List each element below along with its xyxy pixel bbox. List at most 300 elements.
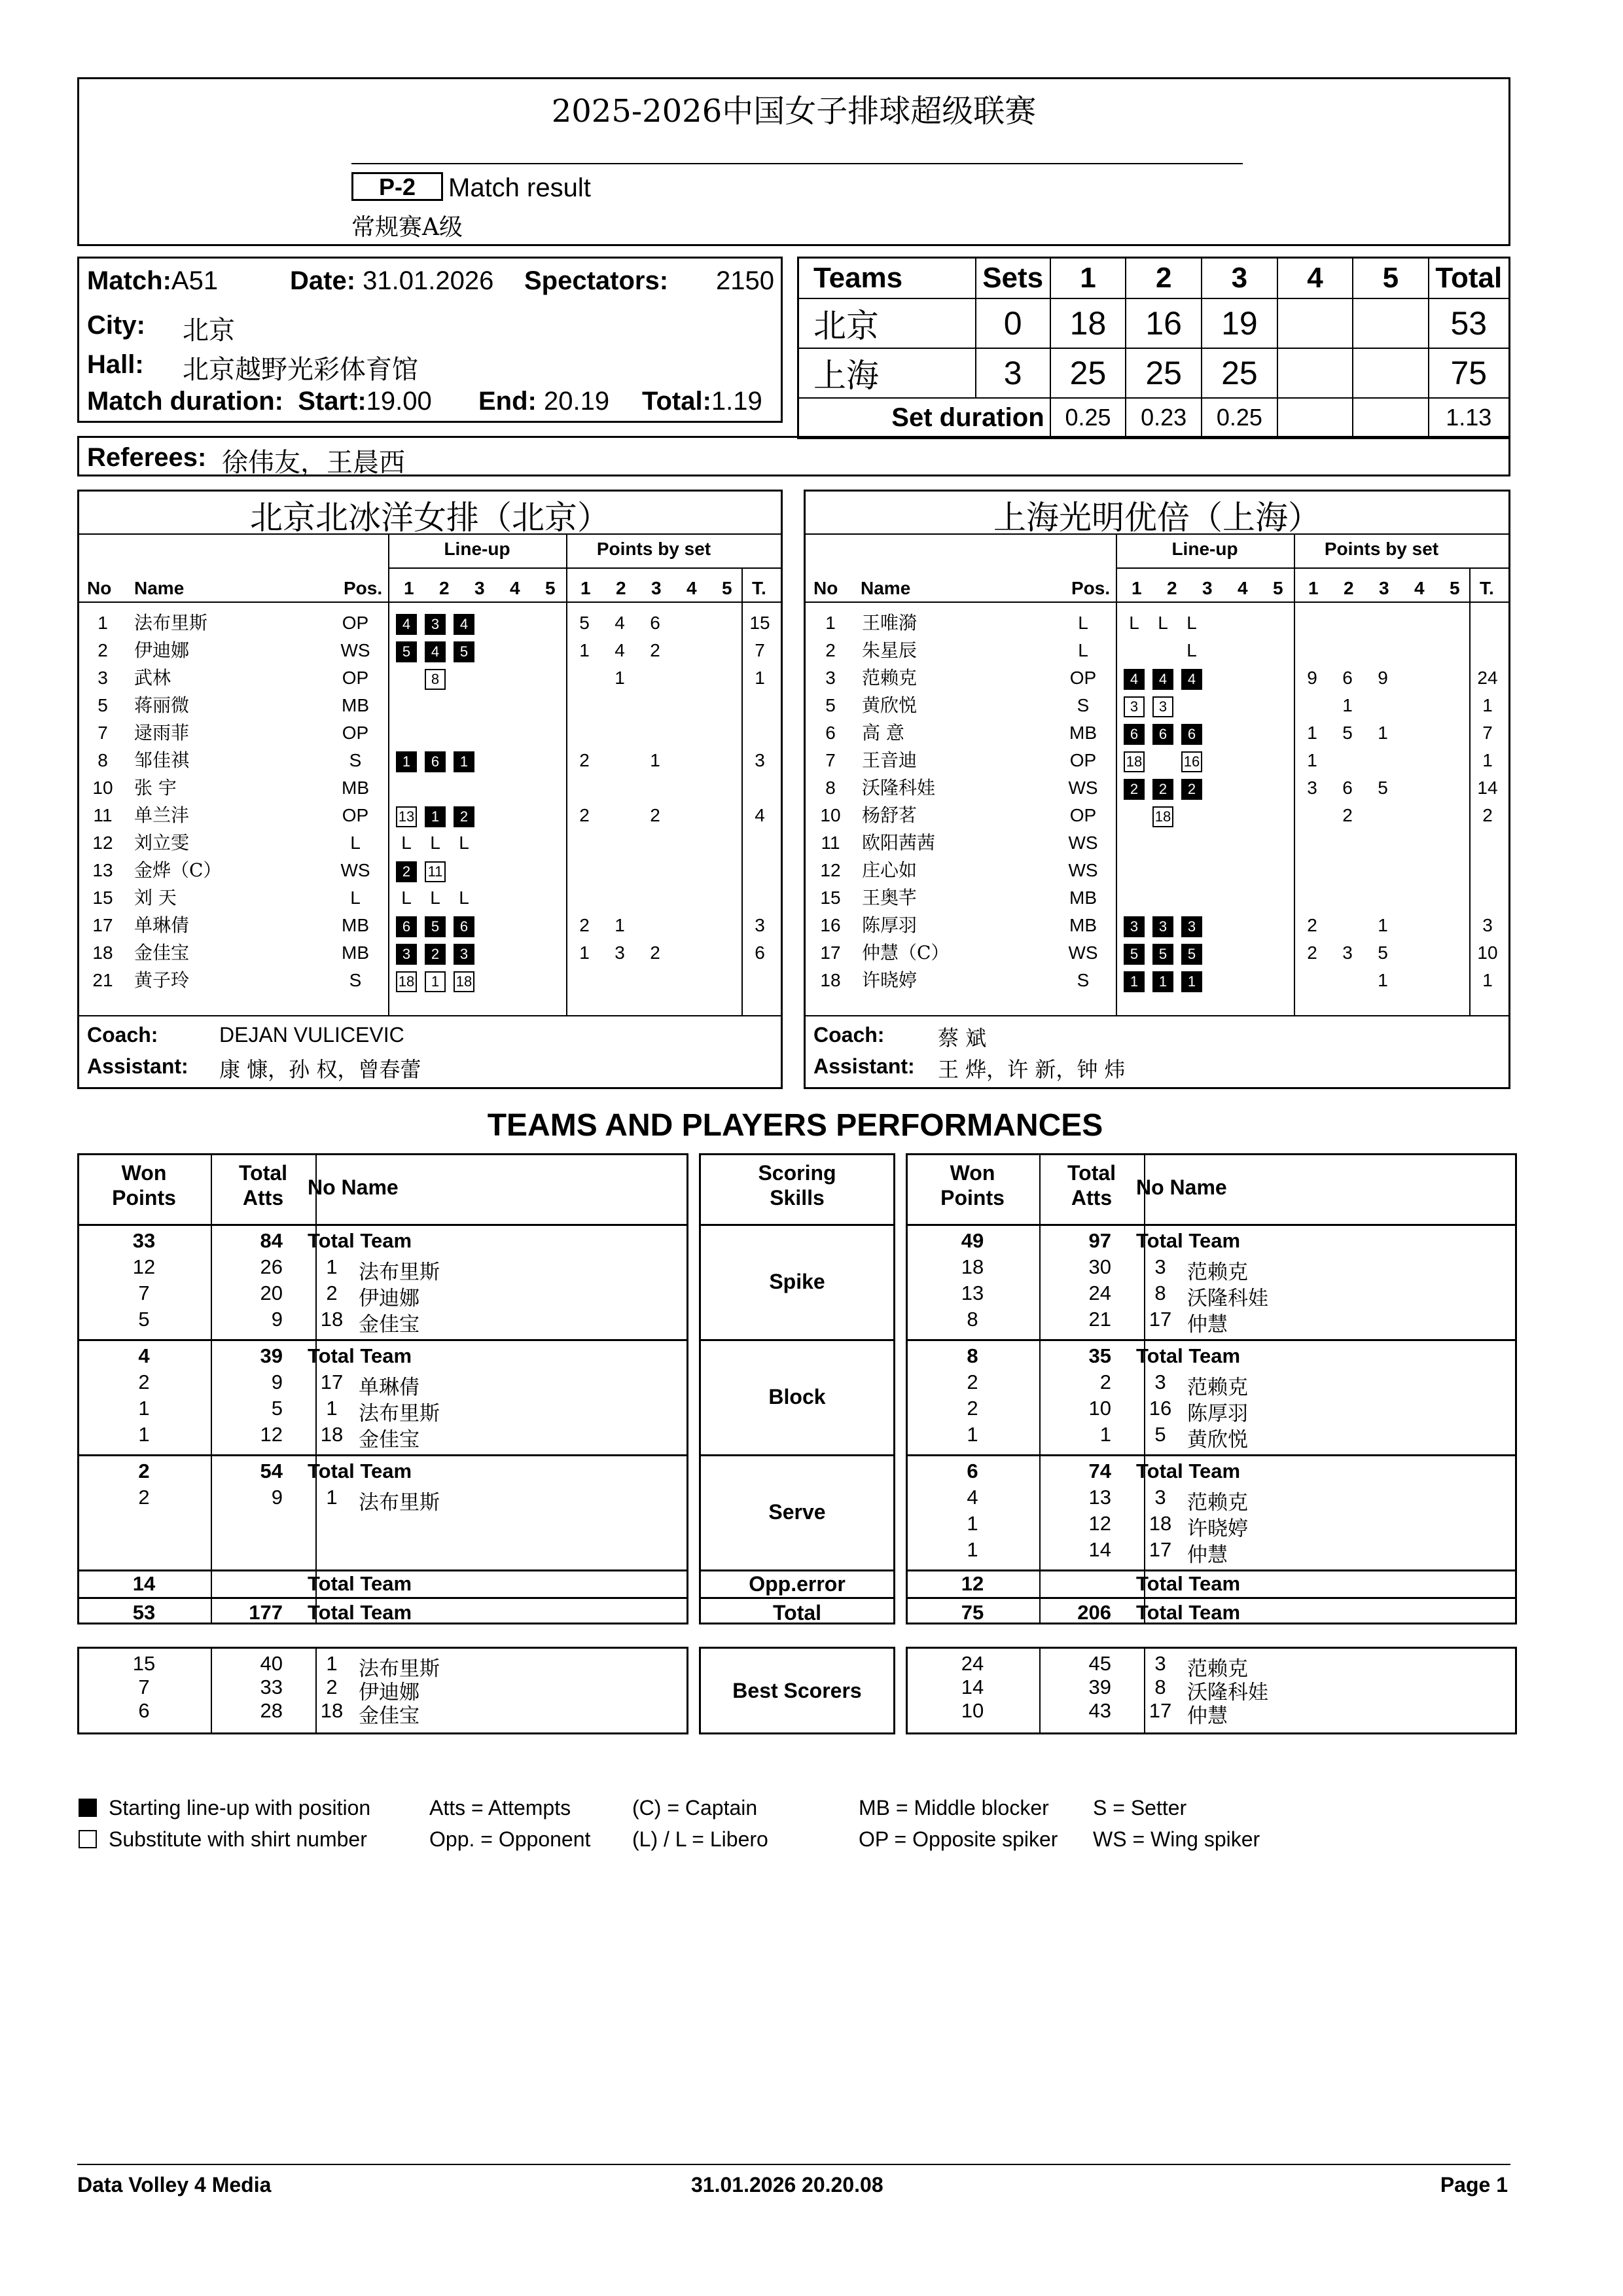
perf-total-atts: 12 (260, 1423, 283, 1446)
perf-player-name: 陈厚羽 (1187, 1402, 1248, 1426)
perf-total-atts: 5 (271, 1397, 283, 1420)
player-set-points: 1 (1378, 723, 1388, 743)
player-name: 王奥芊 (862, 887, 918, 908)
city: 北京 (183, 315, 235, 346)
perf-won-points: 2 (138, 1371, 150, 1393)
perf-head-won: Won (950, 1161, 995, 1185)
best-player-name: 伊迪娜 (359, 1681, 419, 1704)
player-position: MB (1069, 723, 1097, 743)
perf-won-points: 13 (961, 1282, 984, 1304)
perf-player-no: 1 (326, 1255, 338, 1278)
perf-total-atts: 13 (1088, 1486, 1111, 1509)
lineup-start-box: 1 (1124, 971, 1145, 992)
perf-total-atts: 14 (1088, 1538, 1111, 1561)
player-total-points: 6 (755, 942, 765, 963)
player-position: WS (340, 860, 370, 880)
best-total-atts: 39 (1088, 1676, 1111, 1698)
perf-total-atts: 97 (1088, 1229, 1111, 1252)
perf-total-atts: 9 (271, 1308, 283, 1331)
player-number: 3 (98, 668, 108, 688)
lineup-start-box: 1 (454, 751, 474, 772)
perf-total-atts: 26 (260, 1255, 283, 1278)
player-total-points: 4 (755, 805, 765, 825)
player-position: MB (342, 778, 369, 798)
player-name: 欧阳茜茜 (862, 832, 936, 853)
player-set-points: 3 (615, 942, 625, 963)
player-position: L (1078, 640, 1088, 660)
player-name: 伊迪娜 (134, 639, 190, 661)
perf-player-no: 18 (320, 1308, 344, 1331)
player-set-points: 1 (579, 640, 590, 660)
player-position: MB (342, 915, 369, 935)
player-name: 朱星辰 (862, 639, 918, 661)
footer-page: Page 1 (1440, 2173, 1508, 2197)
player-position: WS (1068, 833, 1098, 853)
perf-player-name: 范赖克 (1187, 1376, 1248, 1399)
perf-total-atts-all: 177 (249, 1601, 283, 1624)
perf-total-won: 75 (961, 1601, 984, 1624)
best-home-box (77, 1647, 688, 1734)
lineup-start-box: 3 (1181, 916, 1202, 937)
best-won-points: 24 (961, 1652, 984, 1675)
referees-box: Referees: 徐伟友，王晨西 (77, 436, 1510, 476)
player-total-points: 3 (755, 750, 765, 770)
player-total-points: 15 (749, 613, 770, 633)
player-set-points: 6 (650, 613, 660, 633)
perf-won-points: 12 (132, 1255, 156, 1278)
perf-won-points: 2 (967, 1397, 978, 1420)
lineup-libero: L (430, 832, 440, 853)
lineup-libero: L (459, 887, 469, 908)
lineup-sub-box: 13 (396, 806, 417, 827)
perf-player-name: 黄欣悦 (1187, 1428, 1248, 1452)
perf-row-rule (906, 1454, 1517, 1456)
player-set-points: 9 (1378, 668, 1388, 688)
best-total-atts: 45 (1088, 1652, 1111, 1675)
away-assistants: 王 烨，许 新，钟 炜 (938, 1057, 1126, 1082)
perf-total-atts: 54 (260, 1460, 283, 1482)
lineup-start-box: 4 (1124, 669, 1145, 690)
player-number: 6 (825, 723, 836, 743)
player-number: 13 (92, 860, 113, 880)
perf-total-atts-all: 206 (1077, 1601, 1111, 1624)
perf-opp-name: Total Team (1136, 1572, 1241, 1595)
player-set-points: 3 (1342, 942, 1353, 963)
best-won-points: 14 (961, 1676, 984, 1698)
footer-timestamp: 31.01.2026 20.20.08 (691, 2173, 883, 2197)
score-header-row: Teams Sets 1 2 3 4 5 Total (798, 258, 1510, 298)
player-position: WS (1068, 860, 1098, 880)
lineup-start-box: 3 (396, 944, 417, 965)
player-name: 黄子玲 (134, 969, 190, 991)
player-name: 范赖克 (862, 667, 918, 689)
end-time: 20.19 (544, 387, 610, 416)
best-won-points: 7 (138, 1676, 150, 1698)
player-set-points: 1 (1378, 915, 1388, 935)
perf-player-name: 法布里斯 (359, 1402, 440, 1426)
player-position: S (349, 750, 362, 770)
lineup-start-box: 6 (1124, 724, 1145, 745)
perf-total-atts: 39 (260, 1344, 283, 1367)
best-won-points: 10 (961, 1699, 984, 1722)
perf-player-no: 3 (1154, 1486, 1166, 1509)
referees: 徐伟友，王晨西 (222, 448, 405, 478)
perf-opp-won: 14 (132, 1572, 156, 1595)
player-set-points: 5 (1378, 778, 1388, 798)
perf-player-no: 1 (326, 1486, 338, 1509)
player-total-points: 3 (1482, 915, 1493, 935)
player-position: MB (1069, 888, 1097, 908)
player-number: 11 (93, 805, 113, 825)
player-number: 10 (820, 805, 841, 825)
performances-title: TEAMS AND PLAYERS PERFORMANCES (487, 1108, 1103, 1143)
lineup-start-box: 4 (454, 614, 474, 635)
player-position: WS (340, 640, 370, 660)
perf-player-no: 16 (1149, 1397, 1172, 1420)
player-number: 7 (825, 750, 836, 770)
player-position: OP (1069, 750, 1097, 770)
player-number: 1 (98, 613, 108, 633)
lineup-sub-box: 16 (1181, 751, 1202, 772)
perf-total-atts: 9 (271, 1371, 283, 1393)
perf-row-rule (699, 1339, 895, 1341)
lineup-sub-box: 11 (425, 861, 446, 882)
lineup-start-box: 5 (1152, 944, 1173, 965)
perf-won-points: 1 (967, 1423, 978, 1446)
lineup-start-box: 2 (396, 861, 417, 882)
player-set-points: 3 (1307, 778, 1317, 798)
player-position: OP (342, 805, 369, 825)
lineup-start-box: 3 (454, 944, 474, 965)
lineup-start-box: 2 (1181, 779, 1202, 800)
player-position: L (350, 833, 361, 853)
doc-title: Match result (448, 173, 591, 202)
perf-player-no: 18 (1149, 1512, 1172, 1535)
perf-player-name: 单琳倩 (359, 1376, 419, 1399)
perf-player-name: Total Team (1136, 1344, 1241, 1367)
player-number: 2 (98, 640, 108, 660)
away-coach: 蔡 斌 (938, 1026, 987, 1050)
player-number: 11 (821, 833, 840, 853)
perf-row-rule (699, 1454, 895, 1456)
perf-player-name: 金佳宝 (359, 1428, 419, 1452)
perf-total-atts: 12 (1088, 1512, 1111, 1535)
perf-row-rule (77, 1339, 688, 1341)
perf-player-no: 18 (320, 1423, 344, 1446)
perf-player-name: Total Team (308, 1229, 412, 1252)
player-set-points: 2 (650, 942, 660, 963)
player-set-points: 1 (615, 668, 625, 688)
perf-player-name: Total Team (308, 1460, 412, 1482)
player-number: 10 (92, 778, 113, 798)
player-name: 高 意 (862, 722, 904, 744)
home-assistants: 康 慷，孙 权，曾春蕾 (219, 1057, 421, 1082)
lineup-start-box: 6 (425, 751, 446, 772)
player-set-points: 2 (1307, 915, 1317, 935)
player-number: 8 (98, 750, 108, 770)
lineup-libero: L (1186, 639, 1197, 660)
perf-player-name: 许晓婷 (1187, 1517, 1248, 1541)
lineup-start-box: 6 (396, 916, 417, 937)
best-won-points: 6 (138, 1699, 150, 1722)
player-name: 逯雨菲 (134, 722, 190, 744)
perf-total-atts: 10 (1088, 1397, 1111, 1420)
player-position: S (349, 970, 362, 990)
player-number: 18 (820, 970, 841, 990)
perf-head-total: Total (1067, 1161, 1116, 1185)
footer-left: Data Volley 4 Media (77, 2173, 272, 2197)
perf-player-no: 17 (1149, 1308, 1172, 1331)
best-label-box (699, 1647, 895, 1734)
doc-code: P-2 (351, 172, 443, 201)
lineup-sub-box: 1 (425, 971, 446, 992)
perf-player-name: 范赖克 (1187, 1261, 1248, 1284)
best-player-name: 金佳宝 (359, 1704, 419, 1728)
perf-won-points: 5 (138, 1308, 150, 1331)
perf-row-rule (77, 1454, 688, 1456)
lineup-start-box: 4 (425, 641, 446, 662)
perf-won-points: 1 (138, 1423, 150, 1446)
lineup-sub-box: 8 (425, 669, 446, 690)
perf-won-points: 2 (967, 1371, 978, 1393)
perf-player-name: 伊迪娜 (359, 1287, 419, 1310)
player-set-points: 5 (1378, 942, 1388, 963)
player-name: 金佳宝 (134, 942, 190, 963)
perf-total-name: Total Team (308, 1601, 412, 1624)
player-number: 3 (825, 668, 836, 688)
player-set-points: 2 (579, 915, 590, 935)
perf-won-points: 1 (967, 1512, 978, 1535)
lineup-start-box: 1 (396, 751, 417, 772)
home-coach: DEJAN VULICEVIC (219, 1023, 404, 1047)
best-total-atts: 33 (260, 1676, 283, 1698)
lineup-start-box: 6 (1152, 724, 1173, 745)
perf-head-won: Won (121, 1161, 167, 1185)
player-number: 15 (820, 888, 841, 908)
skill-label: Spike (769, 1270, 825, 1293)
best-player-name: 法布里斯 (359, 1657, 440, 1681)
perf-total-atts: 21 (1088, 1308, 1111, 1331)
start-time: 19.00 (366, 387, 432, 416)
perf-row-rule (77, 1597, 688, 1599)
perf-total-atts: 9 (271, 1486, 283, 1509)
player-set-points: 2 (1342, 805, 1353, 825)
player-position: MB (1069, 915, 1097, 935)
player-name: 刘 天 (134, 887, 177, 908)
player-name: 黄欣悦 (862, 694, 918, 716)
player-name: 王唯漪 (862, 612, 918, 634)
player-name: 单琳倩 (134, 914, 190, 936)
match-info-box: Match:A51 Date: 31.01.2026 Spectators: 2150 City: 北京 Hall: 北京越野光彩体育馆 Match duration: Start:19.00 End: 20.19 Total:1.19 (77, 257, 783, 423)
footer-rule (77, 2164, 1510, 2165)
roster-home: 北京北冰洋女排（北京） Line-up Points by set No Name Pos. 1 2 3 4 5 1 2 3 4 5 T. 1 法布里斯 OP 4 3 4 5 4 6 15 2 伊迪娜 WS 5 4 5 1 4 2 7 3 武林 OP 8 1 1 5 蒋丽微 MB 7 逯雨菲 OP 8 邹佳祺 S 1 6 1 2 1 3 10 张 宇 MB 11 单兰沣 OP 13 1 2 2 2 4 12 刘立雯 L L L L 13 金烨（C） WS 2 11 15 刘 天 L L L L 17 单琳倩 MB 6 5 6 2 1 3 18 金佳宝 MB 3 2 3 1 3 2 6 21 黄子玲 S 18 1 18 Coach: DEJAN VULICEVIC Assistant: 康 慷，孙 权，曾春蕾 (77, 490, 783, 1089)
perf-player-name: 仲慧 (1187, 1543, 1228, 1567)
perf-won-points: 2 (138, 1460, 150, 1482)
player-number: 21 (92, 970, 113, 990)
perf-row-rule (906, 1224, 1517, 1226)
player-position: S (1077, 970, 1090, 990)
perf-player-no: 1 (326, 1397, 338, 1420)
player-name: 蒋丽微 (134, 694, 190, 716)
best-player-no: 3 (1154, 1652, 1166, 1675)
lineup-start-box: 1 (425, 806, 446, 827)
perf-player-no: 2 (326, 1282, 338, 1304)
player-set-points: 5 (579, 613, 590, 633)
lineup-start-box: 5 (1181, 944, 1202, 965)
player-number: 5 (825, 695, 836, 715)
player-total-points: 3 (755, 915, 765, 935)
player-total-points: 2 (1482, 805, 1493, 825)
perf-player-no: 8 (1154, 1282, 1166, 1304)
legend: Starting line-up with position Substitute with shirt number Atts = Attempts Opp. = Opponent (C) = Captain (L) / L = Libero MB = Middle blocker OP = Opposite spiker S = Setter WS = Wing spiker (0, 0, 1623, 2296)
best-player-name: 仲慧 (1187, 1704, 1228, 1728)
lineup-start-box: 5 (1124, 944, 1145, 965)
perf-total-name: Total Team (1136, 1601, 1241, 1624)
perf-player-name: 法布里斯 (359, 1491, 440, 1515)
lineup-start-box: 1 (1152, 971, 1173, 992)
player-set-points: 2 (579, 750, 590, 770)
perf-player-no: 17 (1149, 1538, 1172, 1561)
perf-player-name: 范赖克 (1187, 1491, 1248, 1515)
perf-player-name: Total Team (308, 1344, 412, 1367)
player-set-points: 1 (1307, 723, 1317, 743)
perf-total-atts: 74 (1088, 1460, 1111, 1482)
player-name: 刘立雯 (134, 832, 190, 853)
player-number: 17 (820, 942, 841, 963)
perf-player-name: 法布里斯 (359, 1261, 440, 1284)
best-won-points: 15 (132, 1652, 156, 1675)
lineup-start-box: 5 (454, 641, 474, 662)
player-name: 单兰沣 (134, 804, 190, 826)
away-team-name: 上海光明优倍（上海） (993, 499, 1321, 537)
score-row-home: 北京 0 18 16 19 53 (798, 298, 1510, 348)
perf-won-points: 4 (967, 1486, 978, 1509)
player-number: 2 (825, 640, 836, 660)
player-position: OP (342, 723, 369, 743)
perf-player-no: 3 (1154, 1255, 1166, 1278)
player-set-points: 4 (615, 640, 625, 660)
best-scorers-label: Best Scorers (732, 1679, 862, 1702)
best-total-atts: 43 (1088, 1699, 1111, 1722)
player-name: 金烨（C） (134, 859, 222, 881)
perf-player-name: 金佳宝 (359, 1313, 419, 1336)
lineup-start-box: 3 (425, 614, 446, 635)
player-name: 王音迪 (862, 749, 918, 771)
roster-away: 上海光明优倍（上海） Line-up Points by set No Name Pos. 1 2 3 4 5 1 2 3 4 5 T. 1 王唯漪 L L L L 2 朱星辰 L L 3 范赖克 OP 4 4 4 9 6 9 24 5 黄欣悦 S 3 3 1 1 6 高 意 MB 6 6 6 1 5 1 7 7 王音迪 OP 18 16 1 1 8 沃隆科娃 WS 2 2 2 3 6 5 14 10 杨舒茗 OP 18 2 2 11 欧阳茜茜 WS 12 庄心如 WS 15 王奥芊 MB 16 陈厚羽 MB 3 3 3 2 1 3 17 仲慧（C） WS 5 5 5 2 3 5 10 18 许晓婷 S 1 1 1 1 1 Coach: 蔡 斌 Assistant: 王 烨，许 新，钟 炜 (804, 490, 1510, 1089)
perf-head-atts: Atts (242, 1186, 284, 1210)
player-total-points: 1 (755, 668, 765, 688)
player-position: MB (342, 942, 369, 963)
player-total-points: 10 (1477, 942, 1498, 963)
lineup-start-box: 5 (396, 641, 417, 662)
lineup-libero: L (459, 832, 469, 853)
player-position: L (350, 888, 361, 908)
perf-head-points: Points (112, 1186, 176, 1210)
lineup-libero: L (1186, 612, 1197, 633)
lineup-libero: L (1129, 612, 1139, 633)
player-set-points: 1 (615, 915, 625, 935)
home-team-name: 北京北冰洋女排（北京） (250, 499, 610, 537)
lineup-start-box: 6 (1181, 724, 1202, 745)
perf-head-total: Total (238, 1161, 288, 1185)
best-player-no: 1 (326, 1652, 338, 1675)
player-number: 17 (92, 915, 113, 935)
match-date: 31.01.2026 (363, 266, 494, 295)
lineup-sub-box: 18 (396, 971, 417, 992)
lineup-start-box: 6 (454, 916, 474, 937)
best-player-no: 8 (1154, 1676, 1166, 1698)
lineup-sub-box: 18 (1124, 751, 1145, 772)
perf-total-atts: 20 (260, 1282, 283, 1304)
player-set-points: 6 (1342, 778, 1353, 798)
lineup-sub-box: 3 (1124, 696, 1145, 717)
lineup-sub-box: 18 (1152, 806, 1173, 827)
perf-won-points: 2 (138, 1486, 150, 1509)
best-away-box (906, 1647, 1517, 1734)
player-position: OP (342, 613, 369, 633)
player-number: 12 (92, 833, 113, 853)
perf-total-atts: 2 (1099, 1371, 1111, 1393)
perf-total-atts: 35 (1088, 1344, 1111, 1367)
perf-total-won: 53 (132, 1601, 156, 1624)
perf-row-rule (699, 1597, 895, 1599)
lineup-libero: L (430, 887, 440, 908)
perf-won-points: 8 (967, 1344, 978, 1367)
player-total-points: 1 (1482, 695, 1493, 715)
score-row-away: 上海 3 25 25 25 75 (798, 348, 1510, 398)
player-position: OP (1069, 805, 1097, 825)
set-duration-row: Set duration 0.25 0.23 0.25 1.13 (798, 398, 1510, 439)
hall: 北京越野光彩体育馆 (183, 355, 418, 385)
perf-player-name: 仲慧 (1187, 1313, 1228, 1336)
player-number: 15 (92, 888, 113, 908)
player-number: 1 (825, 613, 836, 633)
perf-player-no: 17 (320, 1371, 344, 1393)
player-set-points: 2 (650, 805, 660, 825)
perf-total-atts: 30 (1088, 1255, 1111, 1278)
lineup-start-box: 1 (1181, 971, 1202, 992)
perf-player-no: 5 (1154, 1423, 1166, 1446)
perf-player-name: Total Team (1136, 1229, 1241, 1252)
player-name: 沃隆科娃 (862, 777, 936, 798)
player-number: 16 (820, 915, 841, 935)
perf-won-points: 7 (138, 1282, 150, 1304)
player-name: 仲慧（C） (862, 942, 950, 963)
perf-opp-won: 12 (961, 1572, 984, 1595)
lineup-start-box: 2 (1152, 779, 1173, 800)
total-label: Total (772, 1601, 822, 1624)
player-total-points: 24 (1477, 668, 1498, 688)
player-number: 8 (825, 778, 836, 798)
player-name: 邹佳祺 (134, 749, 190, 771)
player-name: 武林 (134, 667, 171, 689)
player-total-points: 7 (755, 640, 765, 660)
lineup-sub-box: 18 (454, 971, 474, 992)
perf-won-points: 1 (967, 1538, 978, 1561)
player-position: WS (1068, 942, 1098, 963)
lineup-start-box: 5 (425, 916, 446, 937)
skill-label: Serve (768, 1500, 826, 1524)
player-name: 许晓婷 (862, 969, 918, 991)
lineup-libero: L (401, 887, 412, 908)
player-set-points: 1 (579, 942, 590, 963)
perf-head-points: Points (940, 1186, 1005, 1210)
player-set-points: 2 (1307, 942, 1317, 963)
player-number: 18 (92, 942, 113, 963)
player-name: 陈厚羽 (862, 914, 918, 936)
perf-player-name: Total Team (1136, 1460, 1241, 1482)
lineup-sub-box: 3 (1152, 696, 1173, 717)
